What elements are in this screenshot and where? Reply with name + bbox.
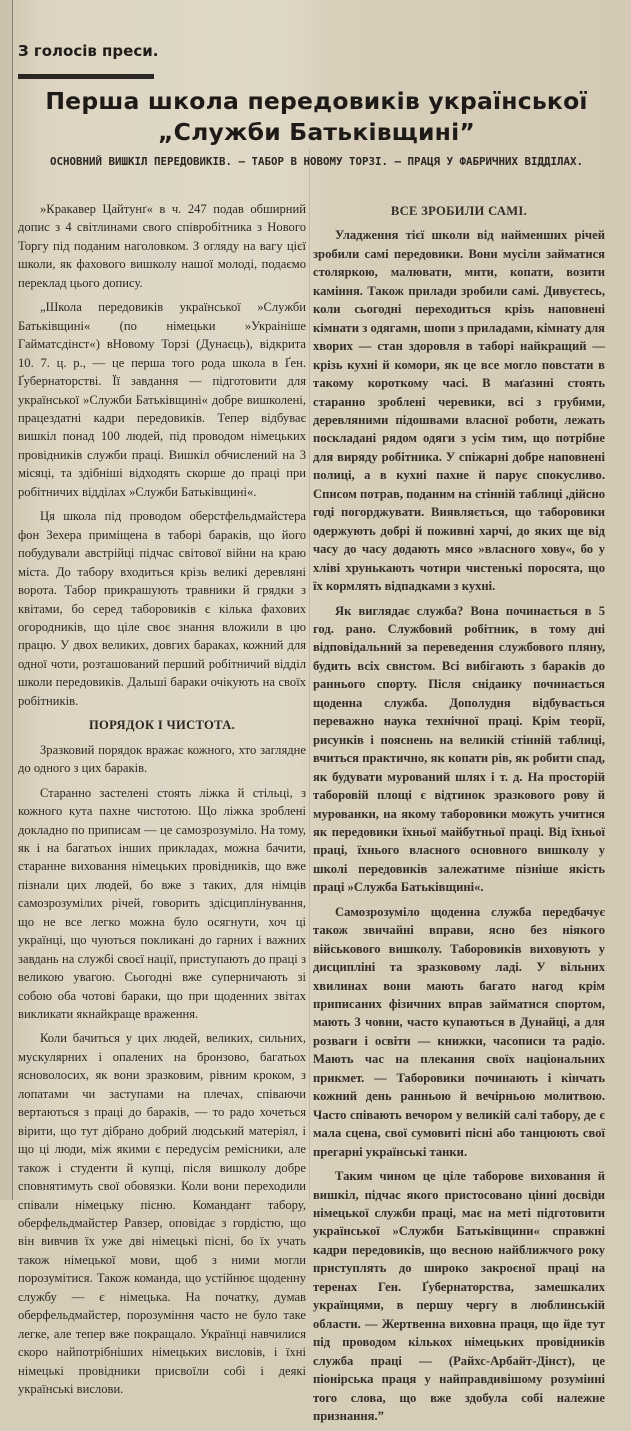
- paragraph: Ця школа під проводом оберстфельдмайстера фон Зехера приміщена в таборі бараків, що його побудували австрійці підчас світової війни на краю міста. До табору входиться крізь великі деревляні ворота. Табор прикрашують травники й грядки з квітами, бо серед таборовиків є кілька фахових огородників, що ціле своє знання вложили в цю працю. У двох великих, довгих бараках, кожний для одної чоти, розташований перший робітничий відділ школи передовиків. Дальші бараки очікують на своїх робітників.: [18, 509, 306, 708]
- section-label: З голосів преси.: [18, 42, 159, 60]
- paragraph: „Школа передовиків української »Служби Батьківщині« (по німецьки »Украініше Гайматсдінст«) вНовому Торзі (Дунаєць), відкрита 10. 7. ц. р., — це перша того рода школа в Ґен. Ґубернаторстві. Її завдання — підготовити для української »Служби Батьківщині« добре вишколені, працездатні кадри передовиків. Тепер відбуває вишкіл понад 100 людей, під проводом німецьких провідників служби праці. Вишкіл обчислений на 3 місяці, та здібніші відходять скорше до праці при робітничих відділах »Служби Батьківщині«.: [18, 300, 306, 499]
- paragraph: Старанно застелені стоять ліжка й стільці, з кожного кута пахне чистотою. Що ліжка зроблені докладно по приписам — це самозрозуміло. На тому, як і на багатьох інших прикладах, можна бачити, старанне виховання німецьких провідників, що вже пізнали цих людей, бо вже з таких, для німців самозрозумілих річей, говорить здісциплінування, що не все легко можна було осягнути, хоч ці українці, що чуються покликані до гарних і важних завдань на службі своєї нації, приступають до праці з великою увагою. Сьогодні вже суперничають зі собою оба чотові бараки, що при щоденних звітах викликати якнайкраще враження.: [18, 785, 306, 1022]
- paragraph: Самозрозуміло щоденна служба передбачує також звичайні вправи, ясно без ніякого військового вишколу. Таборовиків виховують у дисципліні та зразковому ладі. У вільних хвилинах вони мають багато нагод крім приписаних фізичних вправ займатися спортом, мають 3 човни, часто купаються в Дунайці, а для розваги і освіти — книжки, часописи та радіо. Мають час на плекання своїх національних прикмет. — Таборовики починають і кінчать кожний день ранньою й вечірньою молитвою. Часто співають вечором у великій салі табору, де є мала сцена, свої сумовиті пісні або танцюють свої прегарні українські танки.: [313, 904, 605, 1159]
- section-rule: [18, 74, 154, 79]
- paragraph: Коли бачиться у цих людей, великих, сильних, мускулярних і опалених на бронзово, багатьох ясноволосих, як вони зразковим, рівним кроком, з лопатами чи заступами на плечах, співаючи вертаються з праці до бараків, — то радо хочеться вірити, що тут дібрано добрий людський матеріял, і що ці люди, між якими є передусім ремісники, але також і студенти й купці, після вишколу добре сповнятимуть свої обовязки. Коли вони переходили співали німецьку пісню. Командант табору, оберфельдмайстер Равзер, оповідає з гордістю, що він вивчив їх уже дві німецькі пісні, бо їх учать також німецької мови, щоб з ними могли порозумітися. Також команда, що устійнює щоденну службу — є німецька. На початку, думав оберфельдмайстер, порозуміння часто не було таке легке, але тепер вже покращало. Українці навчилися скоро найпотрібніших німецьких висловів, і їхні німецькі провідники присвоїли собі і деякі українські вислови.: [18, 1031, 306, 1397]
- article-subtitle: ОСНОВНИЙ ВИШКІЛ ПЕРЕДОВИКІВ. — ТАБОР В НОВОМУ ТОРЗІ. — ПРАЦЯ У ФАБРИЧНИХ ВІДДІЛАХ.: [49, 155, 584, 168]
- adjacent-column-edge: [0, 0, 13, 1200]
- paragraph: Уладження тієї школи від найменших річей зробили самі передовики. Вони мусіли займатися столяркою, малювати, мити, копати, возити каміння. Також прилади зробили самі. Дивуєтесь, коли сьогодні переходиться крізь наповнені кімнати з одягами, шопи з приладами, кімнату для хворих — стан здоровля в таборі найкращий — крізь кухні й комори, як це все могло повстати в такому короткому часі. В маґазині стоять старанно зроблені черевики, всі з грубими, деревляними підошвами власної роботи, лежать поскладані рядом одяги з усім тим, що потрібне для виряду робітника. У спіжарні добре наповнені полиці, а в кухні пахне й парує спокусливо. Списом потрав, поданим на стінній таблиці ,дійсно годі погорджувати. Виявляється, що таборовики одержують добрі й поживні харчі, до яких ще від часу до часу додають мясо »власного хову«, бо у хліві хрунькають чотири чистенькі поросята, що їх кормлять відпадками з кухні.: [313, 228, 605, 594]
- title-line-1: Перша школа передовиків української: [45, 87, 588, 115]
- right-column: [313, 200, 605, 1431]
- paragraph: Таким чином це ціле таборове виховання й вишкіл, підчас якого пристосовано цінні досвіди німецької служби праці, має на меті підготовити української »Служби Батьківщини« справжні кадри передовиків, що весною найближчого року приступлять до широко закроєної праці на теренах Ген. Ґубернаторства, замешкалих українцями, в першу чергу в люблинській области. — Жертвенна виховна праця, що йде тут під проводом кількох німецьких провідників служба праці — (Райхс-Арбайт-Дінст), це піонірська праця у найправдивішому розумінні того слова, що вже здобула собі належне признання.”: [313, 1169, 605, 1423]
- paragraph: Зразковий порядок вражає кожного, хто заглядне до одного з цих бараків.: [18, 742, 306, 776]
- article-title: [14, 86, 619, 148]
- paper-crease: [309, 150, 310, 1200]
- section-heading: ПОРЯДОК І ЧИСТОТА.: [88, 718, 236, 733]
- paragraph: »Кракавер Цайтунґ« в ч. 247 подав обширний допис з 4 світлинами свого співробітника з Нового Торгу під поданим наголовком. З огляду на вагу цієї школи, як фахового вишколу нашої молоді, подаємо переклад цього допису.: [18, 202, 306, 290]
- paragraph: Як виглядає служба? Вона починається в 5 год. рано. Службовий робітник, в тому дні відповідальний за переведення службового пляну, будить всіх свистом. Всі вибігають з бараків до раннього спорту. Після сніданку починається щоденна служба. Дополудня відбувається переважно наука технічної праці. Крім теорії, рисунків і пояснень на великій стінній таблиці, вчиться практично, як копати рів, як робити спад, як будувати мурований шлях і т. д. На просторій таборовій площі є відтинок зразкового рову й мурованки, на якому таборовики можуть учитися як передовики їхньої майбутньої праці. Від їхньої праці, їхнього власного основного вишколу у школі передовиків залежатиме пізніше якість праці »Служба Батьківщині«.: [313, 603, 605, 895]
- left-column: [18, 200, 306, 1405]
- section-heading: ВСЕ ЗРОБИЛИ САМІ.: [390, 204, 528, 218]
- title-line-2: „Служби Батьківщині”: [158, 118, 475, 146]
